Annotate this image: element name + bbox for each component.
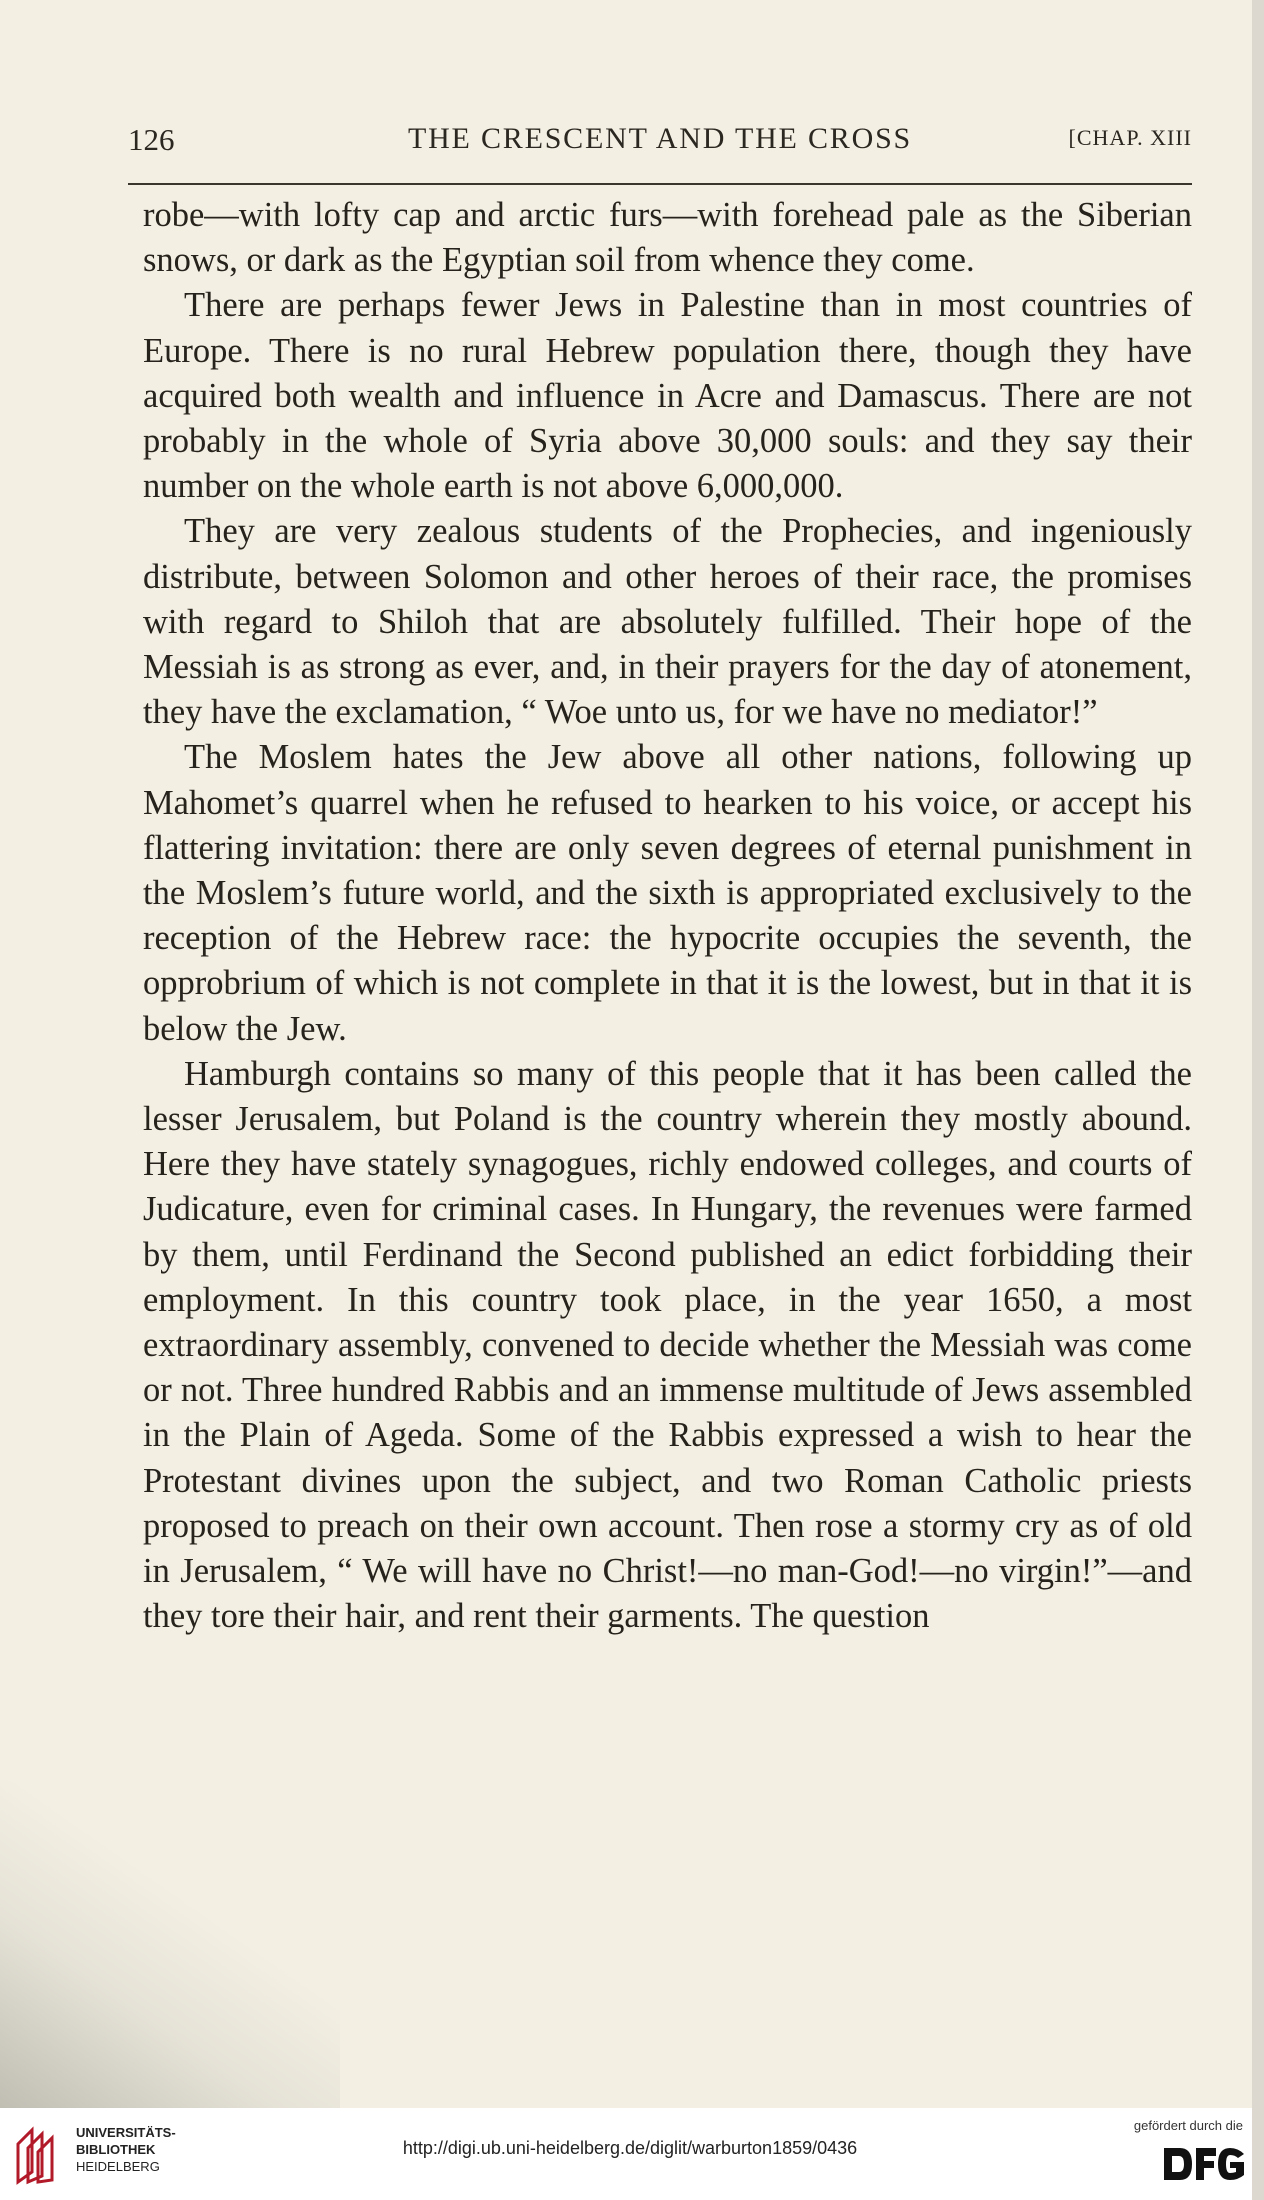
page-shadow bbox=[0, 1780, 340, 2110]
permalink[interactable]: http://digi.ub.uni-heidelberg.de/diglit/warburton1859/0436 bbox=[402, 2138, 858, 2158]
running-title: THE CRESCENT AND THE CROSS bbox=[407, 122, 913, 155]
paragraph: There are perhaps fewer Jews in Palestine than in most countries of Europe. There is no rural Hebrew population there, though they have acquired both wealth and influence in Acre and Damascus. There are not probably in the whole of Syria above 30,000 souls: and they say their number on the whole earth is not above 6,000,000. bbox=[143, 286, 1192, 506]
paragraph: Hamburgh contains so many of this people that it has been called the lesser Jerusalem, but Poland is the country wherein they mostly abound. Here they have stately synagogues, richly endowed colleges, and courts of Judicature, even for criminal cases. In Hungary, the revenues were farmed by them, until Ferdinand the Second published an edict forbidding their employment. In this country took place, in the year 1650, a most extraordinary assembly, convened to decide whether the Messiah was come or not. Three hundred Rabbis and an immense multitude of Jews assembled in the Plain of Ageda. Some of the Rabbis expressed a wish to hear the Protestant divines upon the subject, and two Roman Catholic priests proposed to preach on their own account. Then rose a stormy cry as of old in Jerusalem, “ We will have no Christ!—no man-God!—no virgin!”—and they tore their hair, and rent their garments. The question bbox=[143, 1054, 1192, 1636]
library-name-line: BIBLIOTHEK bbox=[76, 2142, 156, 2157]
library-logo-icon[interactable] bbox=[10, 2122, 70, 2186]
page-number: 126 bbox=[128, 122, 175, 157]
dfg-logo-icon[interactable] bbox=[1160, 2142, 1246, 2186]
library-name-line: UNIVERSITÄTS- bbox=[76, 2125, 176, 2140]
footer-bar bbox=[0, 2108, 1252, 2200]
library-name-line: HEIDELBERG bbox=[76, 2159, 160, 2174]
header-rule bbox=[128, 183, 1192, 185]
library-name[interactable] bbox=[76, 2124, 196, 2175]
chapter-marker: [CHAP. XIII bbox=[1068, 125, 1192, 150]
paragraph: The Moslem hates the Jew above all other nations, following up Mahomet’s quarrel when he refused to hearken to his voice, or accept his flattering invitation: there are only seven degrees of eternal punishment in the Moslem’s future world, and the sixth is appropriated exclusively to the reception of the Hebrew race: the hypocrite occupies the seventh, the opprobrium of which is not complete in that it is the lowest, but in that it is below the Jew. bbox=[143, 738, 1192, 1048]
paragraph: They are very zealous students of the Prophecies, and ingeniously distribute, between Solomon and other heroes of their race, the promises with regard to Shiloh that are absolutely fulfilled. Their hope of the Messiah is as strong as ever, and, in their prayers for the day of atonement, they have the exclamation, “ Woe unto us, for we have no mediator!” bbox=[143, 512, 1192, 732]
funded-by-label: gefördert durch die bbox=[1133, 2118, 1243, 2133]
page-edge bbox=[1252, 0, 1264, 2200]
body-text bbox=[143, 193, 1192, 1640]
paragraph: robe—with lofty cap and arctic furs—with forehead pale as the Siberian snows, or dark as the Egyptian soil from whence they come. bbox=[143, 196, 1192, 280]
running-head bbox=[128, 122, 1192, 166]
